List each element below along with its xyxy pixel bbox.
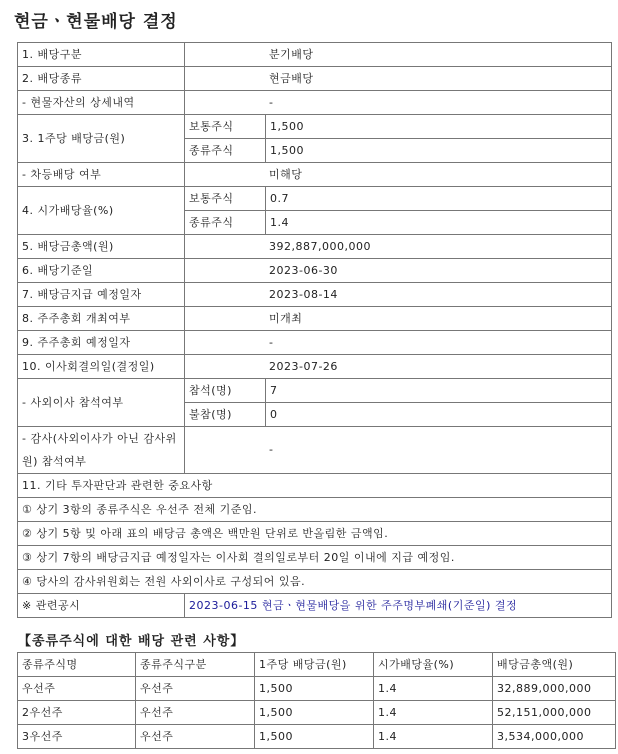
row-sublabel: 종류주식 [185,139,266,163]
row-label: - 현물자산의 상세내역 [18,91,185,115]
row-value: - [185,427,612,474]
note-item: ③ 상기 7항의 배당금지급 예정일자는 이사회 결의일로부터 20일 이내에 지급 예정임. [18,546,612,570]
table-row [18,307,612,331]
row-value: - [185,331,612,355]
table-row [18,331,612,355]
section-title: 【종류주식에 대한 배당 관련 사항】 [18,634,245,649]
table-cell: 우선주 [136,701,255,725]
table-cell: 1,500 [255,677,374,701]
row-sublabel: 불참(명) [185,403,266,427]
row-value: 미해당 [185,163,612,187]
table-row [18,594,612,618]
table-cell: 2우선주 [18,701,136,725]
row-value: 0 [266,403,612,427]
preferred-stock-table [17,652,616,749]
table-row [18,91,612,115]
table-row [18,725,616,749]
column-header: 종류주식구분 [136,653,255,677]
column-header: 종류주식명 [18,653,136,677]
related-disclosure-link[interactable]: 2023-06-15 현금ㆍ현물배당을 위한 주주명부폐쇄(기준일) 결정 [185,594,612,618]
table-row [18,570,612,594]
row-label: 6. 배당기준일 [18,259,185,283]
row-label: 4. 시가배당율(%) [18,187,185,235]
row-value: 미개최 [185,307,612,331]
table-cell: 1.4 [374,701,493,725]
row-label: 9. 주주총회 예정일자 [18,331,185,355]
row-value: 2023-07-26 [185,355,612,379]
row-value: 392,887,000,000 [185,235,612,259]
row-label: 5. 배당금총액(원) [18,235,185,259]
table-cell: 32,889,000,000 [493,677,616,701]
table-cell: 1.4 [374,725,493,749]
table-cell: 3,534,000,000 [493,725,616,749]
table-row [18,355,612,379]
row-value: 분기배당 [185,43,612,67]
row-value: 2023-08-14 [185,283,612,307]
row-label: - 차등배당 여부 [18,163,185,187]
table-row [18,115,612,139]
row-label: 10. 이사회결의일(결정일) [18,355,185,379]
row-value: 현금배당 [185,67,612,91]
table-row [18,43,612,67]
table-row [18,379,612,403]
column-header: 배당금총액(원) [493,653,616,677]
row-sublabel: 보통주식 [185,187,266,211]
table-cell: 우선주 [136,677,255,701]
table-cell: 우선주 [136,725,255,749]
table-row [18,701,616,725]
table-cell: 1.4 [374,677,493,701]
table-row [18,259,612,283]
related-label: ※ 관련공시 [18,594,185,618]
table-cell: 1,500 [255,725,374,749]
row-value: 0.7 [266,187,612,211]
row-label: - 사외이사 참석여부 [18,379,185,427]
table-row [18,546,612,570]
row-value: 1,500 [266,115,612,139]
row-label: 8. 주주총회 개최여부 [18,307,185,331]
row-value: 2023-06-30 [185,259,612,283]
table-row [18,187,612,211]
row-label: 1. 배당구분 [18,43,185,67]
note-item: ④ 당사의 감사위원회는 전원 사외이사로 구성되어 있음. [18,570,612,594]
column-header: 1주당 배당금(원) [255,653,374,677]
dividend-decision-table [17,42,612,618]
row-label: 2. 배당종류 [18,67,185,91]
column-header: 시가배당율(%) [374,653,493,677]
table-cell: 3우선주 [18,725,136,749]
table-cell: 52,151,000,000 [493,701,616,725]
page-title: 현금ㆍ현물배당 결정 [14,12,178,32]
table-row [18,67,612,91]
table-row [18,163,612,187]
note-item: ② 상기 5항 및 아래 표의 배당금 총액은 백만원 단위로 반올림한 금액임. [18,522,612,546]
table-row [18,283,612,307]
row-value: 7 [266,379,612,403]
row-label: 3. 1주당 배당금(원) [18,115,185,163]
row-sublabel: 참석(명) [185,379,266,403]
table-row [18,498,612,522]
row-value: 1.4 [266,211,612,235]
table-row [18,522,612,546]
table-row [18,235,612,259]
row-sublabel: 종류주식 [185,211,266,235]
row-value: - [185,91,612,115]
table-header-row [18,653,616,677]
table-cell: 우선주 [18,677,136,701]
table-row [18,474,612,498]
row-label: 7. 배당금지급 예정일자 [18,283,185,307]
other-heading: 11. 기타 투자판단과 관련한 중요사항 [18,474,612,498]
row-value: 1,500 [266,139,612,163]
table-row [18,427,612,474]
table-cell: 1,500 [255,701,374,725]
note-item: ① 상기 3항의 종류주식은 우선주 전체 기준임. [18,498,612,522]
table-row [18,677,616,701]
row-sublabel: 보통주식 [185,115,266,139]
row-label: - 감사(사외이사가 아닌 감사위원) 참석여부 [18,427,185,474]
